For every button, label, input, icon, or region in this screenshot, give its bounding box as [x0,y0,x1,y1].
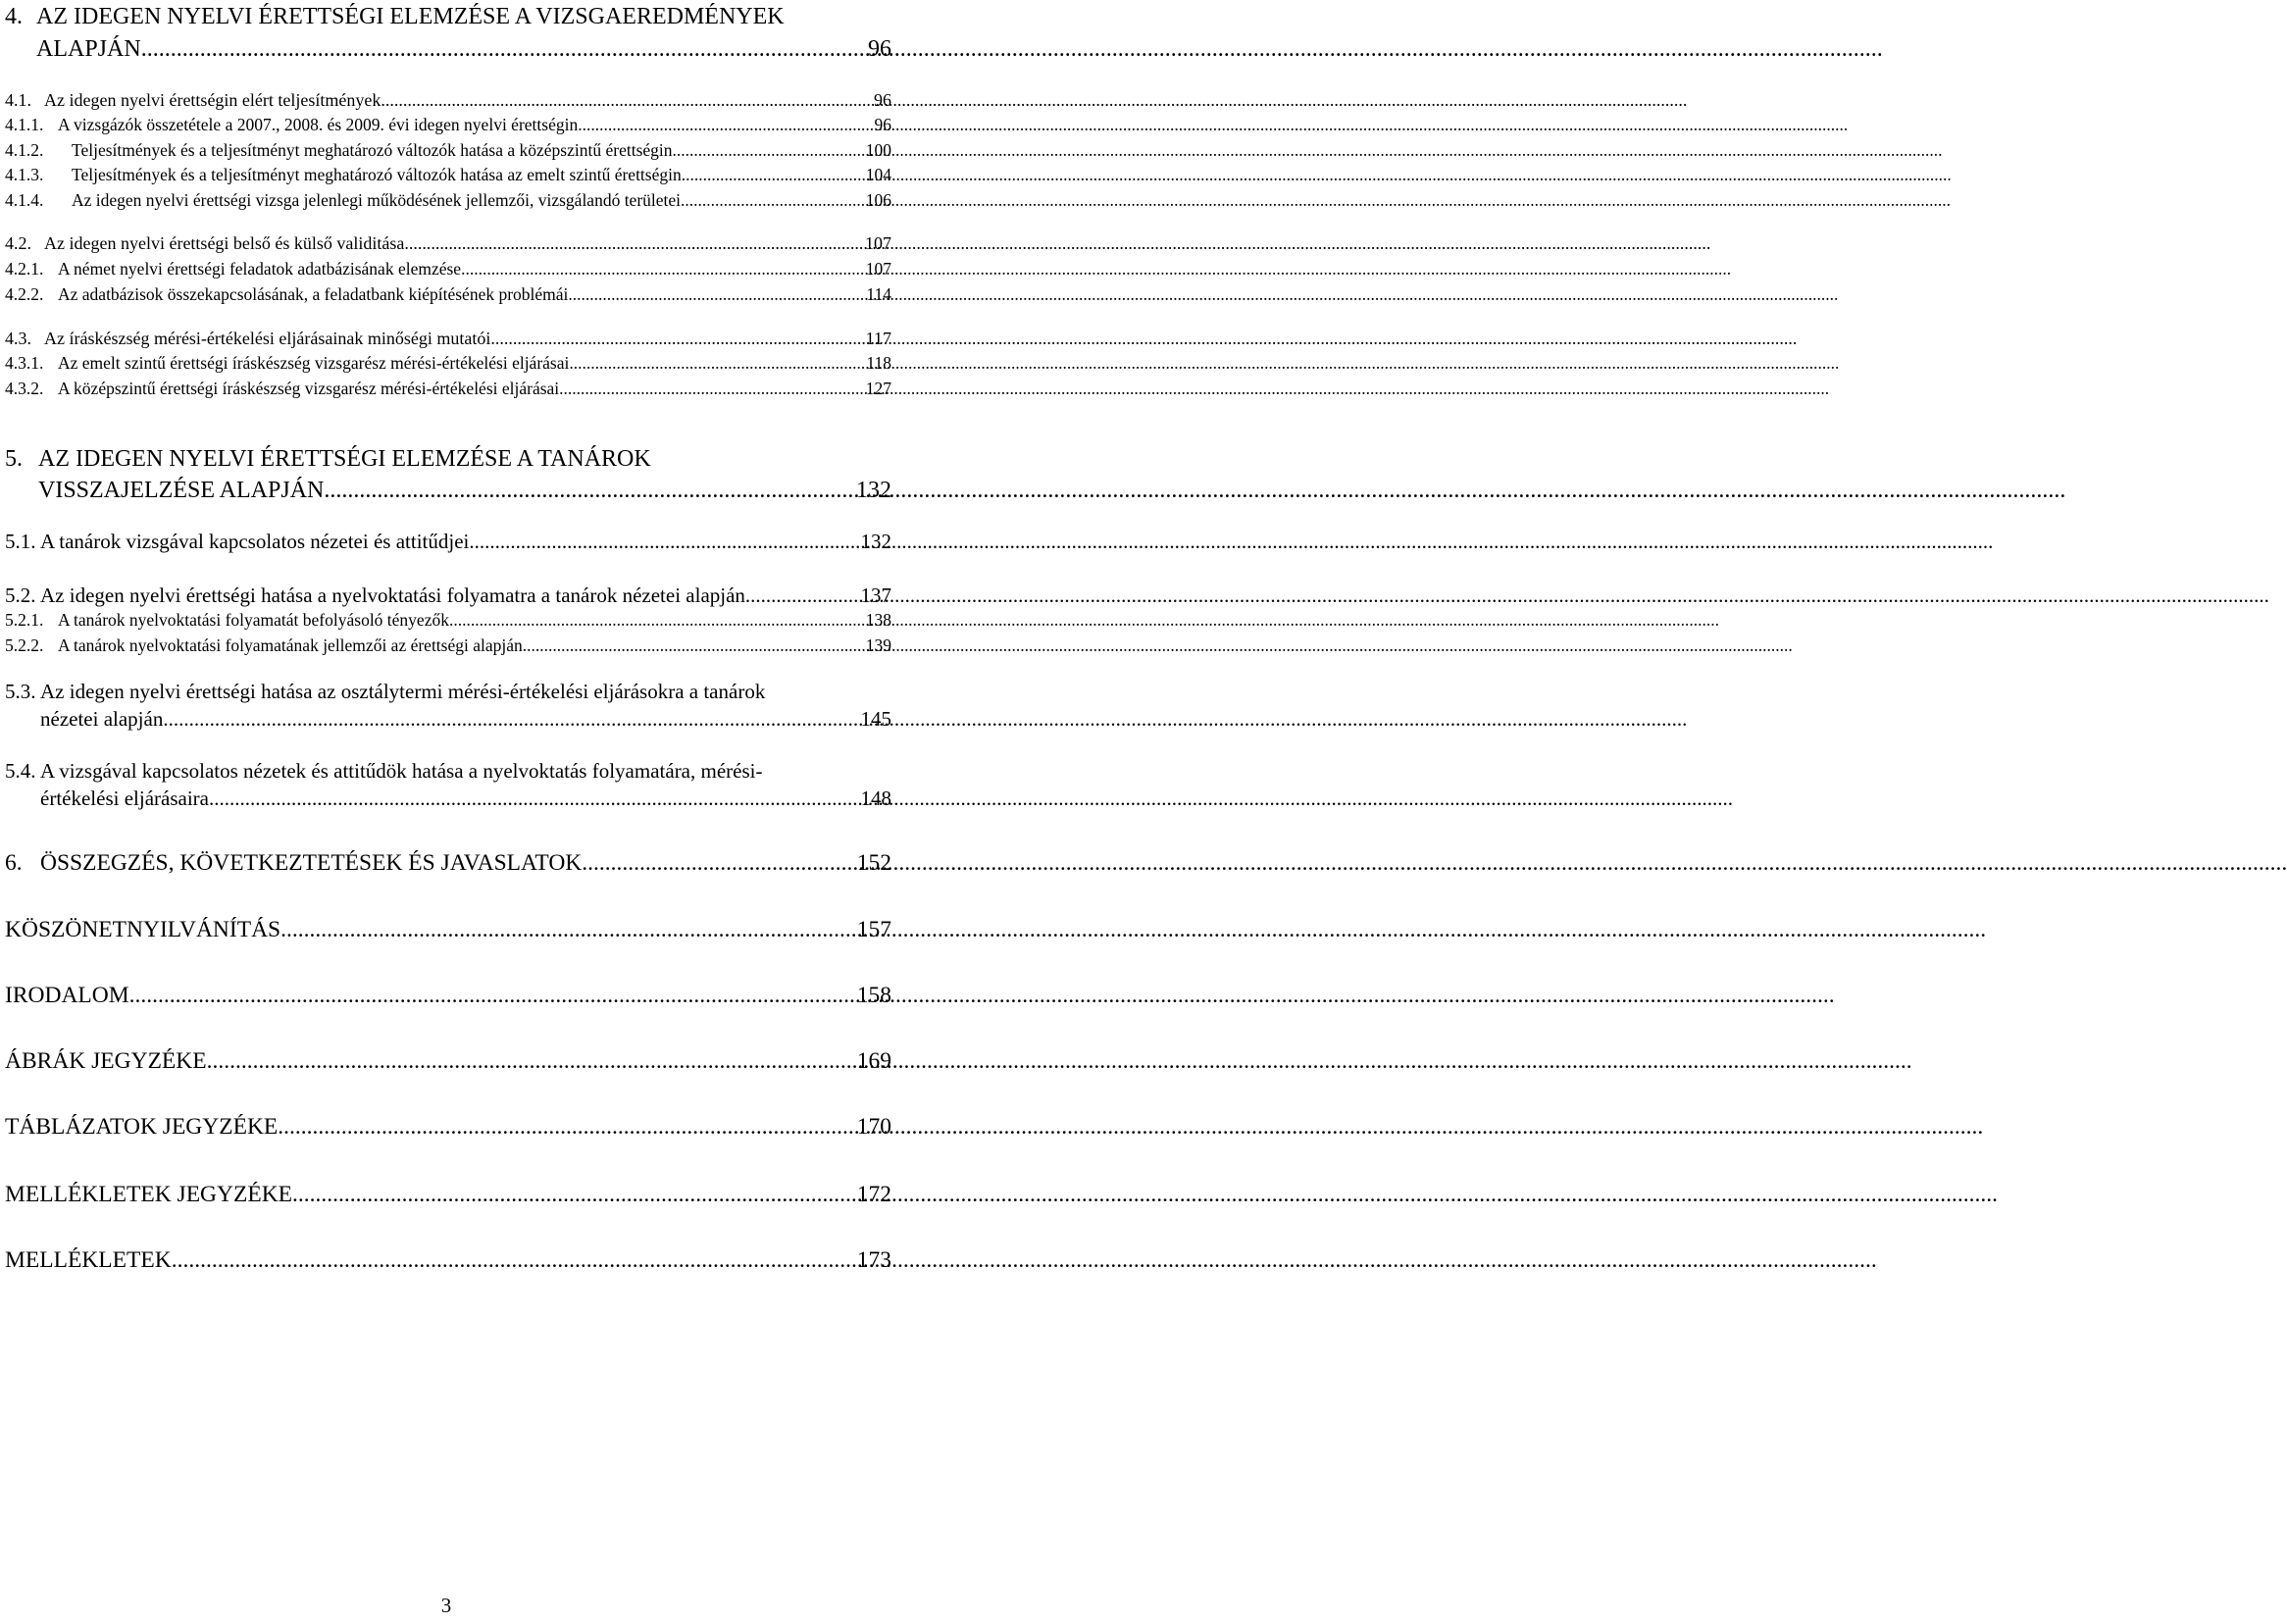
toc-page-number: 157 [856,917,891,942]
toc-leader [404,234,865,252]
toc-entry-koszonetnyilvanitas[interactable] [5,919,891,942]
toc-entry-5-2-2[interactable] [5,637,891,655]
toc-entry-5-4-line1[interactable] [5,761,762,782]
toc-page-number: 96 [874,115,891,134]
toc-number: 4.2.1. [5,259,44,279]
toc-title: Az idegen nyelvi érettségi vizsga jelenlegi működésének jellemzői, vizsgálandó területei [72,190,682,210]
toc-page-number: 145 [860,707,891,731]
toc-leader [209,788,861,809]
toc-number: 5.2. [5,584,36,607]
toc-number: 4. [5,4,23,29]
toc-leader [163,709,860,730]
toc-leader [172,1249,857,1273]
toc-title: ÁBRÁK JEGYZÉKE [5,1048,207,1074]
toc-page-number: 96 [868,36,891,62]
toc-title: Az idegen nyelvi érettségi hatása az osztálytermi mérési-értékelési eljárásokra a tanárok [40,680,766,703]
toc-leader [582,852,856,876]
toc-entry-tablazatok-jegyzeke[interactable] [5,1116,891,1140]
toc-title: A középszintű érettségi íráskészség vizsgarész mérési-értékelési eljárásai [58,379,560,398]
toc-number: 6. [5,850,23,876]
toc-page-number: 170 [856,1114,891,1140]
toc-leader [682,167,866,184]
toc-leader [461,261,866,279]
toc-leader [207,1050,857,1074]
toc-entry-4-2[interactable] [5,234,891,252]
toc-page-number: 148 [860,787,891,810]
toc-entry-5-line1[interactable] [5,447,651,471]
toc-title: Az idegen nyelvi érettségi hatása a nyelvoktatási folyamatra a tanárok nézetei alapján [40,584,745,607]
toc-entry-mellekletek-jegyzeke[interactable] [5,1184,891,1207]
toc-number: 4.2.2. [5,284,44,304]
toc-title: Teljesítmények és a teljesítményt meghatározó változók hatása az emelt szintű érettségin [72,165,682,184]
toc-leader [568,286,866,304]
toc-entry-4-line1[interactable] [5,5,785,28]
toc-number: 4.2. [5,233,31,253]
toc-title: A tanárok nyelvoktatási folyamatát befolyásoló tényezők [58,610,449,630]
toc-leader [129,985,857,1008]
toc-page-number: 158 [856,983,891,1008]
toc-entry-mellekletek[interactable] [5,1249,891,1273]
toc-entry-4-3-1[interactable] [5,355,891,373]
toc-leader [292,1184,857,1207]
toc-entry-4-2-2[interactable] [5,286,891,304]
toc-title: AZ IDEGEN NYELVI ÉRETTSÉGI ELEMZÉSE A TANÁROK [38,446,651,472]
toc-number: 5.2.2. [5,635,44,655]
toc-page-number: 137 [860,584,891,607]
toc-page-number: 107 [865,259,891,279]
toc-leader [745,585,861,606]
toc-entry-5-4-line2[interactable] [40,788,891,809]
toc-entry-5-3-line2[interactable] [40,709,891,730]
toc-page-number: 106 [865,190,891,210]
toc-number: 5.2.1. [5,610,44,630]
toc-page-number: 118 [866,353,891,373]
toc-number: 4.3.2. [5,379,44,398]
toc-entry-4-3-2[interactable] [5,381,891,398]
toc-page-number: 138 [865,610,891,630]
toc-page-number: 132 [860,530,891,553]
toc-page-number: 117 [865,329,891,348]
toc-page-number: 139 [865,635,891,655]
toc-entry-5-1[interactable] [5,532,891,552]
toc-title: MELLÉKLETEK [5,1247,172,1273]
page-number: 3 [440,1594,452,1617]
toc-leader [280,919,857,942]
toc-page-number: 107 [865,233,891,253]
toc-page-number: 127 [865,379,891,398]
toc-leader [569,355,866,373]
toc-leader [278,1116,856,1140]
toc-title: MELLÉKLETEK JEGYZÉKE [5,1182,293,1207]
toc-page-number: 172 [856,1182,891,1207]
toc-entry-4-1[interactable] [5,91,891,109]
toc-number: 4.1.1. [5,115,44,134]
toc-leader [469,532,860,552]
toc-title-continued: értékelési eljárásaira [40,787,209,810]
toc-title-continued: nézetei alapján [40,707,164,731]
toc-title: A német nyelvi érettségi feladatok adatbázisának elemzése [58,259,462,279]
toc-title: TÁBLÁZATOK JEGYZÉKE [5,1114,279,1140]
toc-number: 4.1.3. [5,165,44,184]
toc-title: KÖSZÖNETNYILVÁNÍTÁS [5,917,281,942]
toc-leader [559,381,866,398]
toc-entry-5-3-line1[interactable] [5,682,765,702]
toc-number: 5.1. [5,530,36,553]
toc-entry-4-1-2[interactable] [5,142,891,160]
toc-number: 4.3.1. [5,353,44,373]
toc-leader [449,612,866,630]
toc-leader [673,142,866,160]
toc-title: Az idegen nyelvi érettségi belső és külső validitása [44,233,405,253]
toc-page-number: 114 [866,284,891,304]
toc-title: Az idegen nyelvi érettségin elért teljesítmények [44,90,381,110]
toc-title: AZ IDEGEN NYELVI ÉRETTSÉGI ELEMZÉSE A VIZSGAEREDMÉNYEK [36,4,785,29]
toc-leader [141,37,868,61]
toc-title-continued: VISSZAJELZÉSE ALAPJÁN [38,478,325,503]
toc-entry-abrak-jegyzeke[interactable] [5,1050,891,1074]
toc-page-number: 132 [856,478,891,503]
toc-title: Teljesítmények és a teljesítményt meghatározó változók hatása a középszintű érettségin [72,140,673,160]
toc-entry-5-line2[interactable] [38,479,891,502]
toc-number: 4.3. [5,329,31,348]
toc-title: A tanárok vizsgával kapcsolatos nézetei és attitűdjei [40,530,470,553]
toc-number: 5. [5,446,23,472]
toc-entry-5-2-1[interactable] [5,612,891,630]
toc-page-number: 96 [874,90,891,110]
toc-page-number: 104 [865,165,891,184]
toc-leader [490,330,865,347]
toc-leader [681,192,866,210]
toc-entry-4-3[interactable] [5,330,891,347]
toc-entry-6[interactable] [5,852,891,876]
toc-title: A vizsgával kapcsolatos nézetek és attitűdök hatása a nyelvoktatás folyamatára, mérési- [40,759,763,783]
toc-number: 5.3. [5,680,36,703]
toc-entry-4-1-3[interactable] [5,167,891,184]
toc-title: IRODALOM [5,983,129,1008]
toc-title: Az emelt szintű érettségi íráskészség vizsgarész mérési-értékelési eljárásai [58,353,570,373]
toc-entry-4-1-1[interactable] [5,117,891,134]
toc-leader [578,117,874,134]
toc-page-number: 169 [856,1048,891,1074]
toc-title: A vizsgázók összetétele a 2007., 2008. és 2009. évi idegen nyelvi érettségin [58,115,579,134]
toc-entry-5-2[interactable] [5,585,891,606]
toc-leader [523,637,866,655]
toc-page-number: 100 [865,140,891,160]
toc-number: 4.1.2. [5,140,44,160]
toc-page-number: 173 [856,1247,891,1273]
toc-number: 4.1. [5,90,31,110]
toc-title: ÖSSZEGZÉS, KÖVETKEZTETÉSEK ÉS JAVASLATOK [40,850,583,876]
toc-title: A tanárok nyelvoktatási folyamatának jellemzői az érettségi alapján [58,635,523,655]
toc-title: Az íráskészség mérési-értékelési eljárásainak minőségi mutatói [44,329,491,348]
toc-entry-4-1-4[interactable] [5,192,891,210]
toc-page-number: 152 [856,850,891,876]
toc-title: Az adatbázisok összekapcsolásának, a feladatbank kiépítésének problémái [58,284,569,304]
toc-entry-4-line2[interactable] [36,37,891,61]
toc-leader [324,479,856,502]
toc-number: 5.4. [5,759,36,783]
toc-leader [381,91,874,109]
toc-entry-4-2-1[interactable] [5,261,891,279]
toc-number: 4.1.4. [5,190,44,210]
toc-entry-irodalom[interactable] [5,985,891,1008]
toc-title-continued: ALAPJÁN [36,36,141,62]
